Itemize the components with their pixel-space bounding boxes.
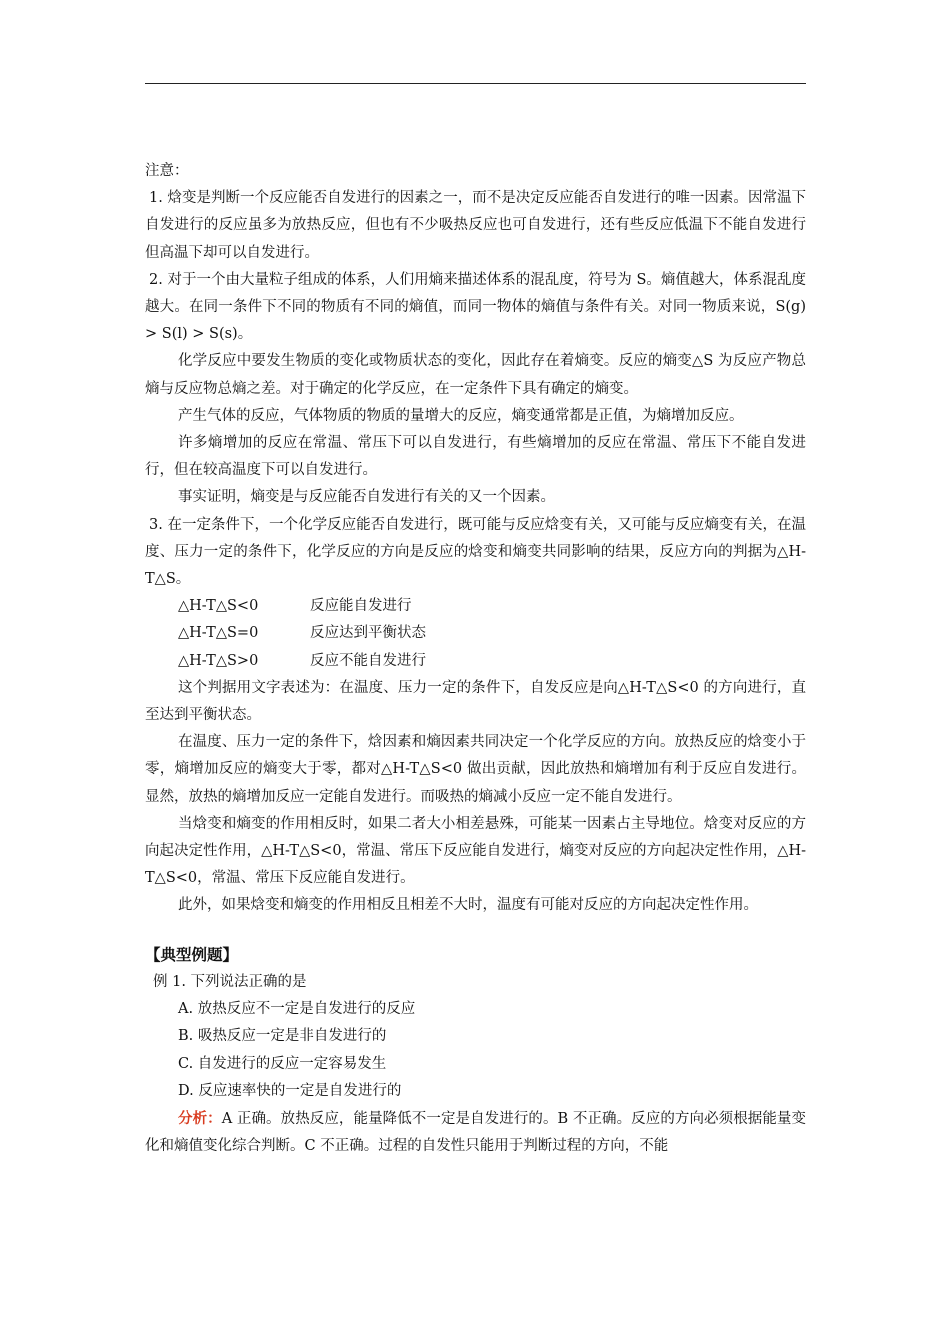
criterion-condition: △H-T△S<0	[178, 598, 259, 615]
analysis-label: 分析：	[178, 1109, 222, 1127]
section-gap	[145, 920, 806, 942]
criterion-row	[145, 620, 806, 647]
document-body	[145, 158, 806, 1160]
example-1-analysis	[145, 1105, 806, 1160]
example-1-option-a: A. 放热反应不一定是自发进行的反应	[178, 1001, 416, 1018]
paragraph-enthalpy-entropy: 在温度、压力一定的条件下，焓因素和熵因素共同决定一个化学反应的方向。放热反应的焓变小于零，熵增加反应的熵变大于零，都对△H-T△S<0 做出贡献，因此放热和熵增加有利于反应自发进行。显然，放热的熵增加反应一定能自发进行。而吸热的熵减小反应一定不能自发进行。	[145, 734, 806, 805]
criterion-result: 反应达到平衡状态	[310, 625, 426, 642]
point-1: 1. 焓变是判断一个反应能否自发进行的因素之一，而不是决定反应能否自发进行的唯一因素。因常温下自发进行的反应虽多为放热反应，但也有不少吸热反应也可自发进行，还有些反应低温下不能自发进行但高温下却可以自发进行。	[145, 190, 806, 261]
example-1-option-c: C. 自发进行的反应一定容易发生	[178, 1055, 387, 1072]
entropy-order-formula: S(g) > S(l) > S(s)。	[145, 299, 806, 343]
example-1-option-d: D. 反应速率快的一定是自发进行的	[178, 1082, 402, 1099]
paragraph-opposite-effects: 当焓变和熵变的作用相反时，如果二者大小相差悬殊，可能某一因素占主导地位。焓变对反应的方向起决定性作用，△H-T△S<0，常温、常压下反应能自发进行，熵变对反应的方向起决定性作用，△H-T△S<0，常温、常压下反应能自发进行。	[145, 815, 806, 887]
example-1-question: 例 1. 下列说法正确的是	[153, 973, 307, 990]
paragraph-criterion-text: 这个判据用文字表述为：在温度、压力一定的条件下，自发反应是向△H-T△S<0 的方向进行，直至达到平衡状态。	[145, 679, 806, 724]
notice-label: 注意：	[145, 163, 189, 179]
criterion-condition: △H-T△S=0	[178, 625, 259, 642]
criterion-result: 反应不能自发进行	[310, 652, 426, 669]
point-2	[145, 267, 806, 349]
point-2-text: 2. 对于一个由大量粒子组成的体系，人们用熵来描述体系的混乱度，符号为 S。熵值越大，体系混乱度越大。在同一条件下不同的物质有不同的熵值，而同一物体的熵值与条件有关。对同一物质来说，	[145, 271, 806, 316]
paragraph-fact: 事实证明，熵变是与反应能否自发进行有关的又一个因素。	[178, 489, 555, 506]
point-3: 3. 在一定条件下，一个化学反应能否自发进行，既可能与反应焓变有关，又可能与反应熵变有关，在温度、压力一定的条件下，化学反应的方向是反应的焓变和熵变共同影响的结果，反应方向的判据为△H-T△S。	[145, 516, 806, 588]
header-rule	[145, 83, 806, 84]
criterion-row	[145, 593, 806, 620]
paragraph-gas-reaction: 产生气体的反应，气体物质的物质的量增大的反应，熵变通常都是正值，为熵增加反应。	[178, 407, 744, 424]
criterion-condition: △H-T△S>0	[178, 652, 259, 669]
criterion-row	[145, 648, 806, 675]
paragraph-temperature: 此外，如果焓变和熵变的作用相反且相差不大时，温度有可能对反应的方向起决定性作用。	[178, 897, 758, 914]
examples-heading: 【典型例题】	[145, 945, 239, 964]
criterion-result: 反应能自发进行	[310, 598, 412, 615]
paragraph-entropy-increase: 许多熵增加的反应在常温、常压下可以自发进行，有些熵增加的反应在常温、常压下不能自发进行，但在较高温度下可以自发进行。	[145, 435, 806, 479]
example-1-option-b: B. 吸热反应一定是非自发进行的	[178, 1028, 387, 1045]
paragraph-entropy-change: 化学反应中要发生物质的变化或物质状态的变化，因此存在着熵变。反应的熵变△S 为反应产物总熵与反应物总熵之差。对于确定的化学反应，在一定条件下具有确定的熵变。	[145, 353, 806, 397]
analysis-text: A 正确。放热反应，能量降低不一定是自发进行的。B 不正确。反应的方向必须根据能量变化和熵值变化综合判断。C 不正确。过程的自发性只能用于判断过程的方向，不能	[145, 1110, 807, 1155]
